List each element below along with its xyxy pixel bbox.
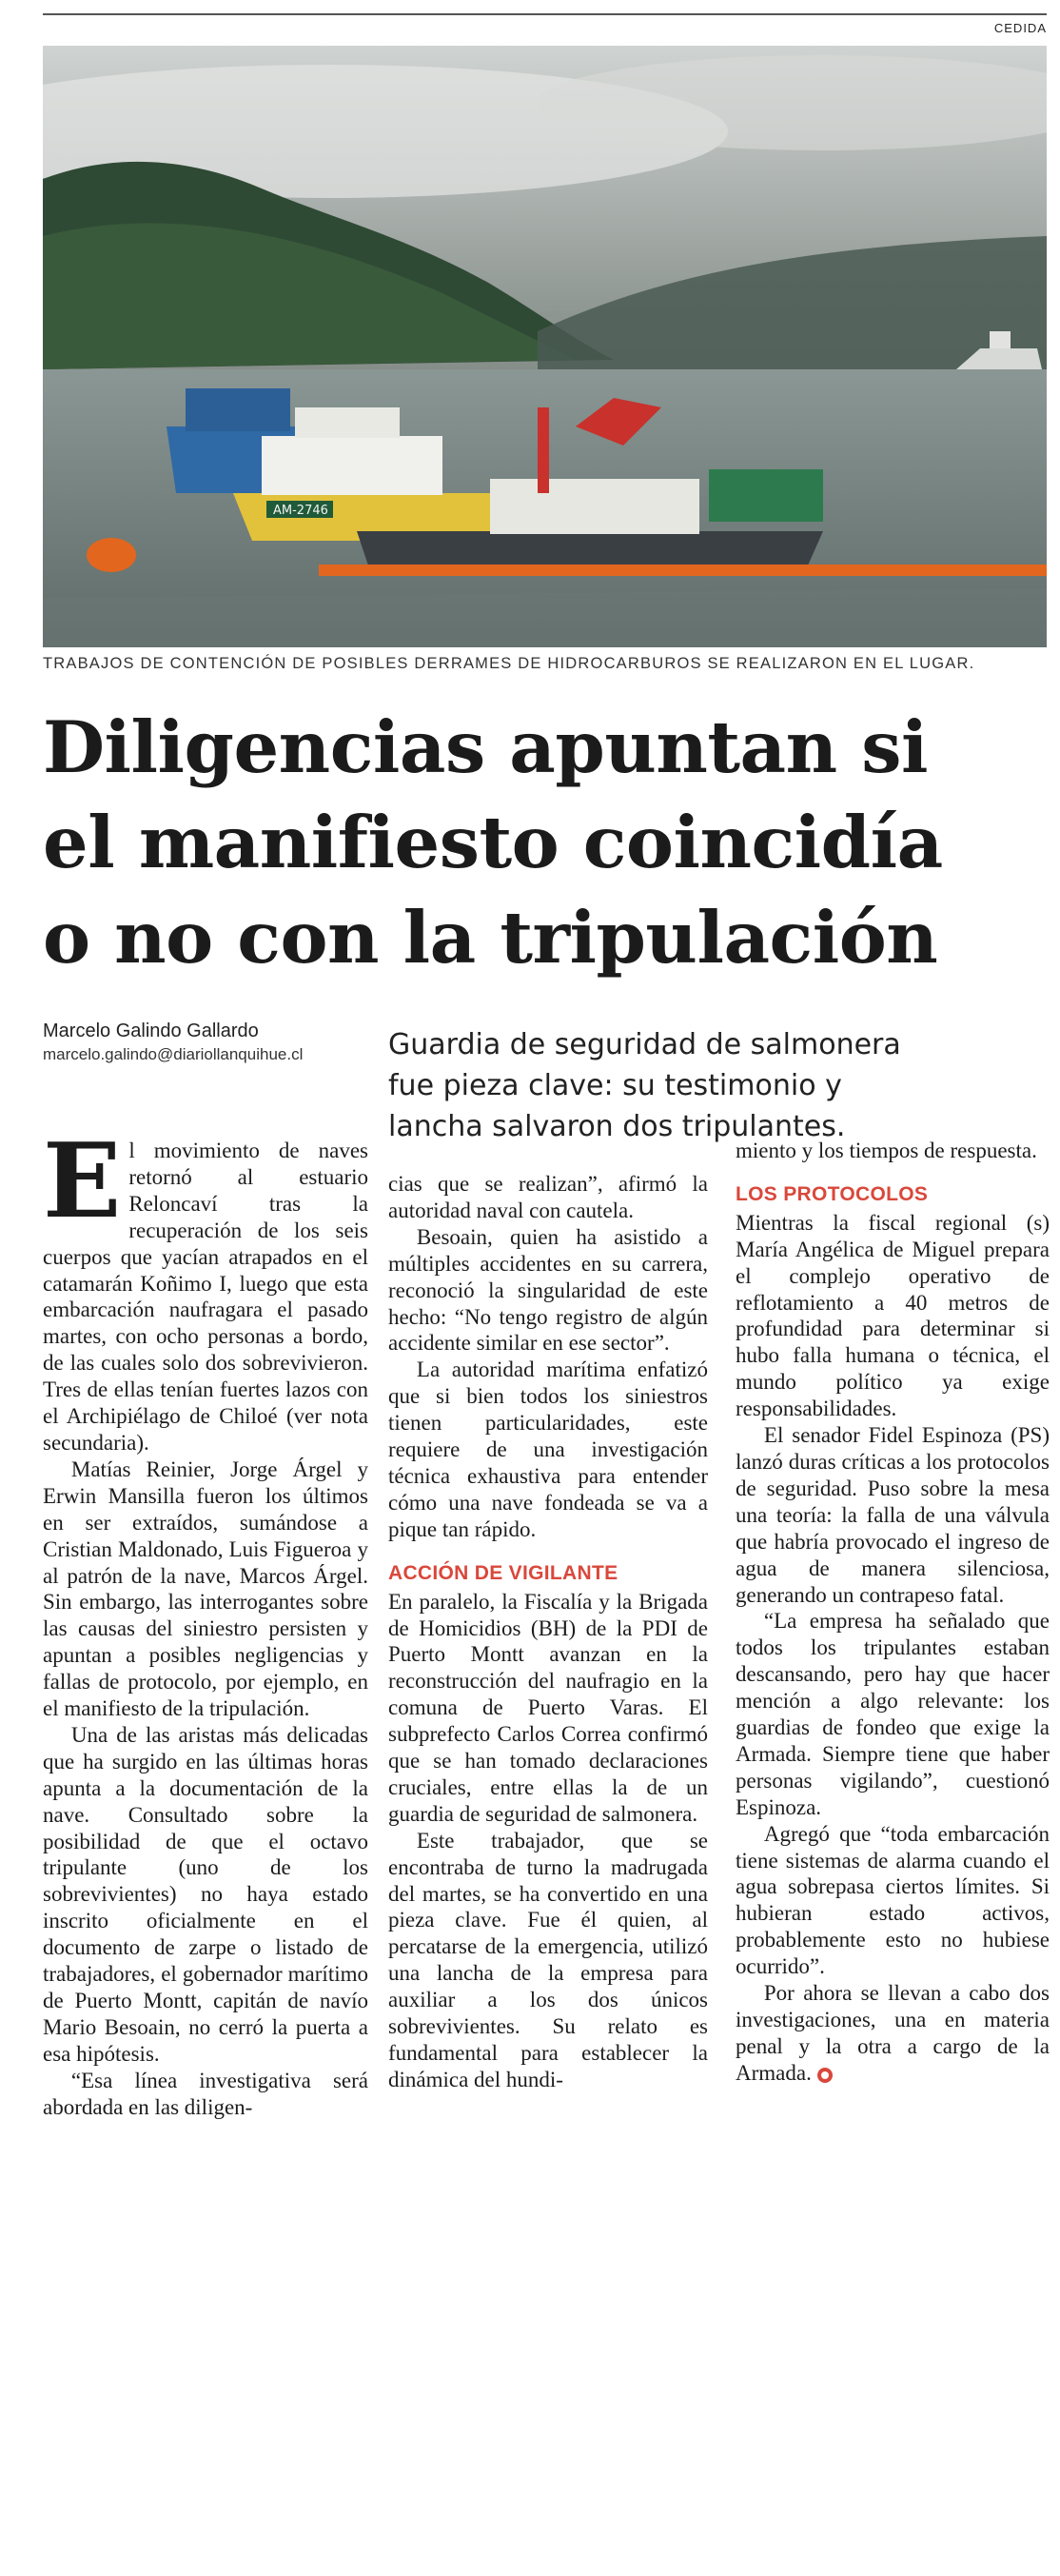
section-heading-accion-de-vigilante: ACCIÓN DE VIGILANTE [388,1561,618,1584]
body-paragraph: miento y los tiempos de respuesta. [736,1139,1037,1162]
author-email: marcelo.galindo@diariollanquihue.cl [43,1045,304,1063]
body-paragraph: Mientras la fiscal regional (s) María Angélica de Miguel prepara el complejo operativo de reflotamiento a 40 metros de profundidad para determinar si hubo falla humana o técnica, el mundo político ya exige responsabilidades. [736,1210,1050,1421]
headline-line: el manifiesto coincidía [43,801,943,884]
section-heading-los-protocolos: LOS PROTOCOLOS [736,1182,929,1205]
harbor-photo-illustration [43,46,1047,647]
body-paragraph: Este trabajador, que se encontraba de turno la madrugada del martes, se ha convertido en una pieza clave. Fue él quien, al percatarse de la emergencia, utilizó una lancha de la empresa para auxiliar a los dos únicos sobrevivientes. Su relato es fundamental para establecer la dinámica del hundi- [388,1828,708,2091]
boat-hull-label: AM-2746 [273,504,328,518]
body-paragraph [736,1980,1050,2087]
article-column-1 [43,1121,368,2121]
subhead-line: Guardia de seguridad de salmonera [388,1028,901,1061]
body-paragraph: Una de las aristas más delicadas que ha surgido en las últimas horas apunta a la documentación de la nave. Consultado sobre la posibilidad de que el octavo tripulante (uno de los sobrevivientes) no haya estado inscrito oficialmente en el documento de zarpe o listado de trabajadores, el gobernador marítimo de Puerto Montt, capitán de navío Mario Besoain, no cerró la puerta a esa hipótesis. [43,1722,368,2066]
byline [43,1020,303,1064]
paragraph-text: Por ahora se llevan a cabo dos investigaciones, una en materia penal y la otra a cargo de la Armada. [736,1981,1050,2085]
article-end-icon [817,2068,833,2083]
paragraph-text: l movimiento de naves retornó al estuario Reloncaví tras la recuperación de los seis cuerpos que yacían atrapados en el catamarán Koñimo I, luego que esta embarcación naufragara el pasado martes, con ocho personas a bordo, de las cuales solo dos sobrevivieron. Tres de ellas tenían fuertes lazos con el Archipiélago de Chiloé (ver nota secundaria). [43,1139,368,1455]
headline-line: Diligencias apuntan si [43,705,928,789]
body-paragraph: Matías Reinier, Jorge Árgel y Erwin Mansilla fueron los últimos en ser extraídos, sumándose a Cristian Maldonado, Luis Figueroa y al patrón de la nave, Marcos Árgel. Sin embargo, las interrogantes sobre las causas del siniestro persisten y apuntan a posibles negligencias y fallas de protocolo, por ejemplo, en el manifiesto de la tripulación. [43,1456,368,1721]
author-name: Marcelo Galindo Gallardo [43,1020,259,1041]
body-paragraph: Besoain, quien ha asistido a múltiples accidentes en su carrera, reconoció la singularidad de este hecho: “No tengo registro de algún accidente similar en ese sector”. [388,1224,708,1356]
body-paragraph: “La empresa ha señalado que todos los tripulantes estaban descansando, pero hay que hacer mención a algo relevante: los guardias de fondeo que exige la Armada. Siempre tiene que haber personas vigilando”, cuestionó Espinoza. [736,1609,1050,1819]
body-paragraph: Agregó que “toda embarcación tiene sistemas de alarma cuando el agua sobrepasa ciertos límites. Si hubieran estado activos, probablemente esto no hubiese ocurrido”. [736,1821,1050,1979]
body-paragraph: La autoridad marítima enfatizó que si bien todos los siniestros tienen particularidades, este requiere de una investigación técnica exhaustiva para entender cómo una nave fondeada se va a pique tan rápido. [388,1357,708,1541]
body-paragraph: El senador Fidel Espinoza (PS) lanzó duras críticas a los protocolos de seguridad. Puso sobre la mesa una teoría: la falla de una válvula que habría provocado el ingreso de agua de manera silenciosa, generando un contrapeso fatal. [736,1423,1050,1607]
body-paragraph: cias que se realizan”, afirmó la autoridad naval con cautela. [388,1172,708,1222]
drop-cap: E [43,1121,122,1241]
article-column-3 [736,1138,1050,2087]
body-paragraph: En paralelo, la Fiscalía y la Brigada de Homicidios (BH) de la PDI de Puerto Montt avanzan en la reconstrucción del naufragio en la comuna de Puerto Varas. El subprefecto Carlos Correa confirmó que se han tomado declaraciones cruciales, entre ellas la de un guardia de seguridad de salmonera. [388,1589,708,1826]
top-rule [43,13,1047,15]
body-paragraph: “Esa línea investigativa será abordada en las diligen- [43,2068,368,2119]
article-column-2 [388,1171,708,2093]
headline-line: o no con la tripulación [43,896,938,980]
article-subhead [388,1024,1054,1147]
subhead-line: lancha salvaron dos tripulantes. [388,1110,846,1143]
subhead-line: fue pieza clave: su testimonio y [388,1069,842,1102]
body-paragraph [43,1121,368,1456]
photo-credit: CEDIDA [993,21,1047,35]
news-photo [43,46,1047,647]
photo-caption: TRABAJOS DE CONTENCIÓN DE POSIBLES DERRAMES DE HIDROCARBUROS SE REALIZARON EN EL LUGAR. [43,655,975,672]
article-headline [43,700,1051,985]
